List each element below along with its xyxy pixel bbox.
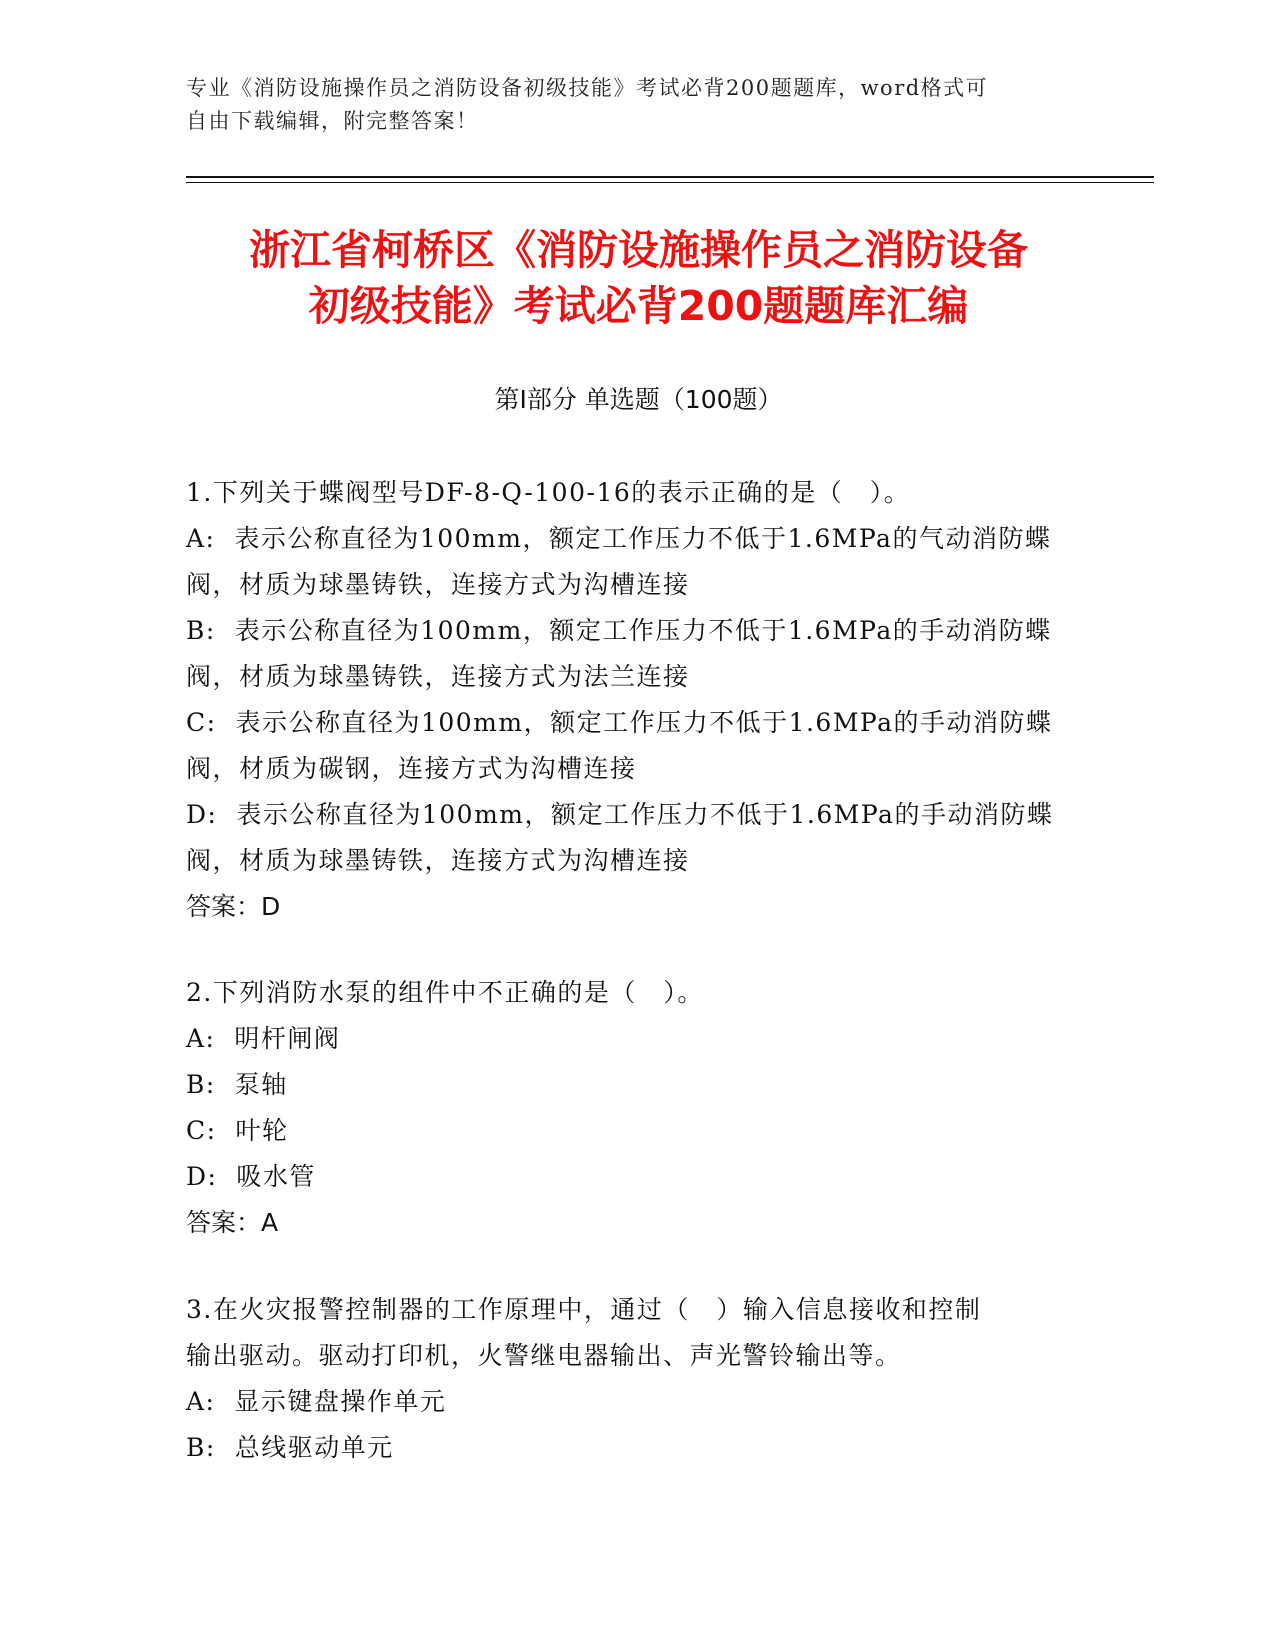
document-title-line: 初级技能》考试必背200题题库汇编 — [308, 282, 969, 330]
option-c: C: 叶轮 — [186, 1116, 289, 1145]
option-d-continued: 阀，材质为球墨铸铁，连接方式为沟槽连接 — [186, 846, 690, 875]
document-title — [186, 222, 1091, 334]
section-title: 第Ⅰ部分 单选题（100题） — [494, 385, 783, 414]
option-b: B: 表示公称直径为100mm，额定工作压力不低于1.6MPa的手动消防蝶 — [186, 616, 1052, 645]
option-c-continued: 阀，材质为碳钢，连接方式为沟槽连接 — [186, 754, 637, 783]
question-stem: 1.下列关于蝶阀型号DF-8-Q-100-16的表示正确的是（ ）。 — [186, 478, 911, 507]
header-rule-thin — [186, 182, 1154, 183]
question-stem: 2.下列消防水泵的组件中不正确的是（ ）。 — [186, 978, 704, 1007]
option-a-continued: 阀，材质为球墨铸铁，连接方式为沟槽连接 — [186, 570, 690, 599]
header-rule-thick — [186, 176, 1154, 178]
option-c: C: 表示公称直径为100mm，额定工作压力不低于1.6MPa的手动消防蝶 — [186, 708, 1053, 737]
question-1 — [186, 470, 1091, 930]
option-a: A: 表示公称直径为100mm，额定工作压力不低于1.6MPa的气动消防蝶 — [186, 524, 1052, 553]
document-title-line: 浙江省柯桥区《消防设施操作员之消防设备 — [249, 226, 1028, 274]
option-d: D: 表示公称直径为100mm，额定工作压力不低于1.6MPa的手动消防蝶 — [186, 800, 1054, 829]
question-stem-continued: 输出驱动。驱动打印机，火警继电器输出、声光警铃输出等。 — [186, 1341, 902, 1370]
header-note-line: 自由下载编辑，附完整答案！ — [186, 109, 479, 133]
header-note-line: 专业《消防设施操作员之消防设备初级技能》考试必背200题题库，word格式可 — [186, 76, 989, 100]
question-2 — [186, 970, 1091, 1246]
option-a: A: 显示键盘操作单元 — [186, 1387, 447, 1416]
question-stem: 3.在火灾报警控制器的工作原理中，通过（ ）输入信息接收和控制 — [186, 1295, 982, 1324]
option-b: B: 总线驱动单元 — [186, 1433, 394, 1462]
option-a: A: 明杆闸阀 — [186, 1024, 341, 1053]
option-b-continued: 阀，材质为球墨铸铁，连接方式为法兰连接 — [186, 662, 690, 691]
answer: 答案：D — [186, 892, 281, 921]
option-b: B: 泵轴 — [186, 1070, 288, 1099]
header-note — [186, 72, 1066, 138]
option-d: D: 吸水管 — [186, 1162, 316, 1191]
question-3 — [186, 1287, 1091, 1471]
answer: 答案：A — [186, 1208, 279, 1237]
